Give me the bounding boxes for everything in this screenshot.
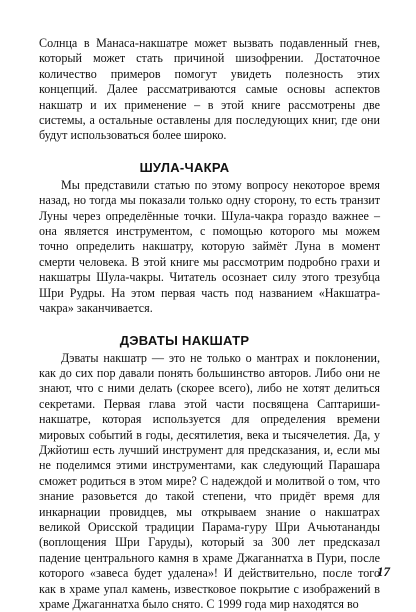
section-heading-devaty-nakshatr: ДЭВАТЫ НАКШАТР <box>39 333 380 348</box>
shula-chakra-paragraph: Мы представили статью по этому вопросу некоторое время назад, но тогда мы показали только одну сторону, то есть транзит Луны через определённые точки. Шула-чакра гораздо важнее – она является инструментом, с помощью которого мы можем точно определить накшатру, которую займёт Луна в момент смерти человека. В этой книге мы рассмотрим подробно грахи и накшатры Шула-чакры. Читатель осознает силу этого трезубца Шри Рудры. На этом первая часть под названием «Накшатра-чакра» заканчивается. <box>39 178 380 317</box>
intro-paragraph: Солнца в Манаса-накшатре может вызвать подавленный гнев, который может стать причиной шизофрении. Достаточное количество примеров помогут увидеть полезность этих концепций. Далее рассматриваются самые основы аспектов накшатр и их применение – в этой книге рассмотрены две системы, а остальные оставлены для последующих книг, где они будут использоваться более широко. <box>39 36 380 144</box>
devaty-nakshatr-paragraph: Дэваты накшатр — это не только о мантрах и поклонении, как до сих пор давали понять большинство авторов. Либо они не знают, что с ними делать (скорее всего), либо не хотят делиться секретами. Первая глава этой части посвящена Саптариши-накшатре, которая используется для определения времени мировых событий в годы, десятилетия, века и тысячелетия. Да, у Джйотиш есть лучший инструмент для предсказания, и, если мы не поделимся этими инструментами, как следующий Парашара сможет родиться в этом мире? С надеждой и молитвой о том, что знание разовьется до такой степени, что придёт время для инкарнации провидцев, мы открываем знание о накшатрах великой Орисской традиции Парама-гуру Шри Ачьютананды (воплощения Шри Гаруды), который за 300 лет предсказал падение центрального камня в храме Джаганнатха в Пури, после которого «завеса будет удалена»! И действительно, после того как в храме упал камень, известковое покрытие с изображений в храме Джаганнатха было снято. С 1999 года мир находятся во <box>39 351 380 612</box>
section-heading-shula-chakra: ШУЛА-ЧАКРА <box>39 160 380 175</box>
page-number: 17 <box>377 564 390 580</box>
